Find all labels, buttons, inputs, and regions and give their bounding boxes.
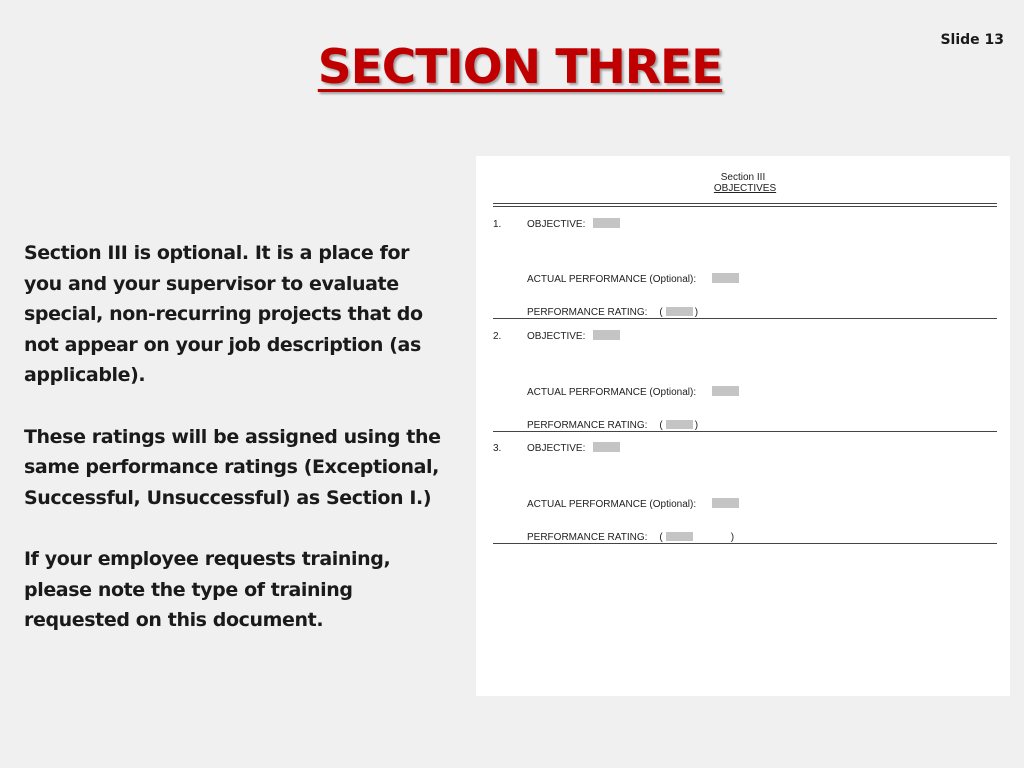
rating-open: ( (659, 307, 663, 318)
objective-row (527, 330, 620, 342)
rating-close: ) (730, 532, 735, 543)
body-text (24, 238, 444, 667)
objective-divider (493, 431, 997, 432)
actual-performance-field[interactable] (712, 386, 739, 396)
actual-performance-label: ACTUAL PERFORMANCE (Optional): (527, 499, 697, 510)
objective-block-3 (476, 441, 1010, 553)
slide-number: Slide 13 (940, 32, 1004, 48)
objectives-form-image (476, 156, 1010, 696)
objective-field[interactable] (593, 330, 620, 340)
objective-row (527, 218, 620, 230)
rating-open: ( (659, 532, 663, 543)
rating-close: ) (694, 307, 699, 318)
paragraph-training: If your employee requests training, please note the type of training requested on this document. (24, 548, 391, 631)
form-heading: Section III (720, 172, 766, 183)
objective-number: 3. (493, 443, 502, 454)
header-divider (493, 203, 997, 207)
rating-open: ( (659, 420, 663, 431)
objective-row (527, 442, 620, 454)
rating-close: ) (694, 420, 699, 431)
actual-performance-row (527, 273, 739, 285)
rating-row (527, 420, 698, 431)
actual-performance-field[interactable] (712, 273, 739, 283)
objective-label: OBJECTIVE: (527, 331, 586, 342)
rating-field[interactable] (666, 307, 693, 316)
slide-title: SECTION THREE (317, 40, 723, 95)
rating-row (527, 532, 734, 543)
actual-performance-field[interactable] (712, 498, 739, 508)
rating-label: PERFORMANCE RATING: (527, 420, 648, 431)
objective-divider (493, 318, 997, 319)
objective-number: 1. (493, 219, 502, 230)
form-header (476, 172, 1010, 194)
paragraph-ratings: These ratings will be assigned using the same performance ratings (Exceptional, Successful, Unsuccessful) as Section I.) (24, 425, 441, 509)
objective-block-1 (476, 216, 1010, 328)
actual-performance-row (527, 386, 739, 398)
objective-number: 2. (493, 331, 502, 342)
objective-field[interactable] (593, 442, 620, 452)
objective-label: OBJECTIVE: (527, 219, 586, 230)
actual-performance-row (527, 498, 739, 510)
objective-label: OBJECTIVE: (527, 443, 586, 454)
objective-block-2 (476, 329, 1010, 441)
rating-row (527, 307, 698, 318)
paragraph-optional: Section III is optional. It is a place for you and your supervisor to evaluate special, non-recurring projects that do not appear on your job description (as applicable). (24, 242, 423, 386)
objective-divider (493, 543, 997, 544)
rating-label: PERFORMANCE RATING: (527, 532, 648, 543)
actual-performance-label: ACTUAL PERFORMANCE (Optional): (527, 387, 697, 398)
form-subheading: OBJECTIVES (713, 183, 777, 194)
rating-label: PERFORMANCE RATING: (527, 307, 648, 318)
rating-field[interactable] (666, 532, 693, 541)
actual-performance-label: ACTUAL PERFORMANCE (Optional): (527, 274, 697, 285)
objective-field[interactable] (593, 218, 620, 228)
rating-field[interactable] (666, 420, 693, 429)
